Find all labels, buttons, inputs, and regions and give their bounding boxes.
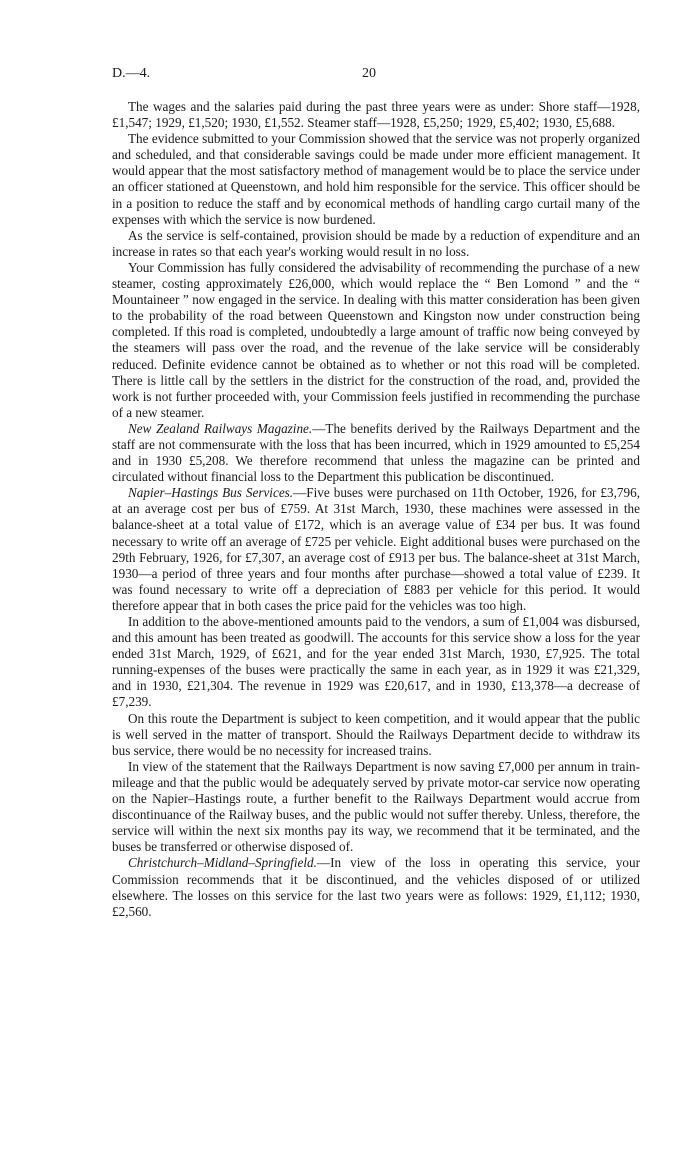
page-number: 20 (362, 66, 376, 81)
paragraph-new-steamer (112, 260, 640, 421)
paragraph-text: The evidence submitted to your Commission showed that the service was not properly organized and scheduled, and that considerable savings could be made under more efficient management. It would appear that the most satisfactory method of management would be to place the service under an officer stationed at Queenstown, and hold him responsible for the service. This officer should be in a position to reduce the staff and by economical methods of handling cargo curtail many of the expenses with which the service is now burdened. (112, 131, 640, 227)
paragraph-wages (112, 99, 640, 131)
paragraph-goodwill (112, 614, 640, 711)
paragraph-train-mileage (112, 759, 640, 856)
paragraph-bus-services (112, 485, 640, 614)
paragraph-lead: Napier–Hastings Bus Services. (128, 485, 294, 501)
paragraph-text: On this route the Department is subject to keen competition, and it would appear that the public is well served in the matter of transport. Should the Railways Department decide to withdraw its bus service, there would be no necessity for increased trains. (112, 710, 640, 758)
paragraph-self-contained (112, 228, 640, 260)
paragraph-competition (112, 711, 640, 759)
paragraph-text: Your Commission has fully considered the advisability of recommending the purchase of a new steamer, costing approximately £26,000, which would replace the “ Ben Lomond ” and the “ Mountaineer ” now engaged in the service. In dealing with this matter consideration has been given to the probability of the road between Queenstown and Kingston now under construction being completed. If this road is completed, undoubtedly a large amount of traffic now being conveyed by the steamers will pass over the road, and the revenue of the lake service will be considerably reduced. Definite evidence cannot be obtained as to whether or not this road will be completed. There is little call by the settlers in the district for the construction of the road, and, provided the work is not further proceeded with, your Commission feels justified in recommending the purchase of a new steamer. (112, 259, 640, 420)
page-header (112, 66, 612, 86)
body-text (112, 99, 640, 920)
paragraph-lead: New Zealand Railways Magazine. (128, 420, 313, 436)
paragraph-railways-magazine (112, 421, 640, 485)
paragraph-text: The wages and the salaries paid during the past three years were as under: Shore staff—1928, £1,547; 1929, £1,520; 1930, £1,552. Steamer staff—1928, £5,250; 1929, £5,402; 1930, £5,688. (112, 99, 640, 131)
paragraph-text: As the service is self-contained, provision should be made by a reduction of expenditure and an increase in rates so that each year's working would result in no loss. (112, 227, 640, 259)
paragraph-christchurch (112, 855, 640, 919)
paragraph-text: —In view of the loss in operating this service, your Commission recommends that it be discontinued, and the vehicles disposed of or utilized elsewhere. The losses on this service for the last two years were as follows: 1929, £1,112; 1930, £2,560. (112, 855, 640, 919)
paragraph-text: —The benefits derived by the Railways Department and the staff are not commensurate with the loss that has been incurred, which in 1929 amounted to £5,254 and in 1930 £5,208. We therefore recommend that unless the magazine can be printed and circulated without financial loss to the Department this publication be discontinued. (112, 420, 640, 485)
document-reference: D.—4. (112, 66, 151, 81)
paragraph-evidence (112, 131, 640, 228)
paragraph-text: In view of the statement that the Railways Department is now saving £7,000 per annum in train-mileage and that the public would be adequately served by private motor-car service now operating on the Napier–Hastings route, a further benefit to the Railways Department would accrue from discontinuance of the Railway buses, and the public would not suffer thereby. Unless, therefore, the service will within the next six months pay its way, we recommend that it be terminated, and the buses be transferred or otherwise disposed of. (112, 758, 640, 855)
paragraph-text: In addition to the above-mentioned amounts paid to the vendors, a sum of £1,004 was disbursed, and this amount has been treated as goodwill. The accounts for this service show a loss for the year ended 31st March, 1929, of £621, and for the year ended 31st March, 1930, £7,925. The total running-expenses of the buses were practically the same in each year, as in 1929 it was £21,329, and in 1930, £21,304. The revenue in 1929 was £20,617, and in 1930, £13,378—a decrease of £7,239. (112, 614, 640, 710)
paragraph-lead: Christchurch–Midland–Springfield. (128, 855, 317, 871)
paragraph-text: —Five buses were purchased on 11th October, 1926, for £3,796, at an average cost per bus of £759. At 31st March, 1930, these machines were assessed in the balance-sheet at a total value of £172, which is an average value of £34 per bus. It was found necessary to write off an average of £725 per vehicle. Eight additional buses were purchased on the 29th February, 1926, for £7,307, an average cost of £913 per bus. The balance-sheet at 31st March, 1930—a period of three years and four months after purchase—showed a total value of £239. It was found necessary to write off a depreciation of £883 per vehicle for this period. It would therefore appear that in both cases the price paid for the vehicles was too high. (112, 485, 640, 613)
